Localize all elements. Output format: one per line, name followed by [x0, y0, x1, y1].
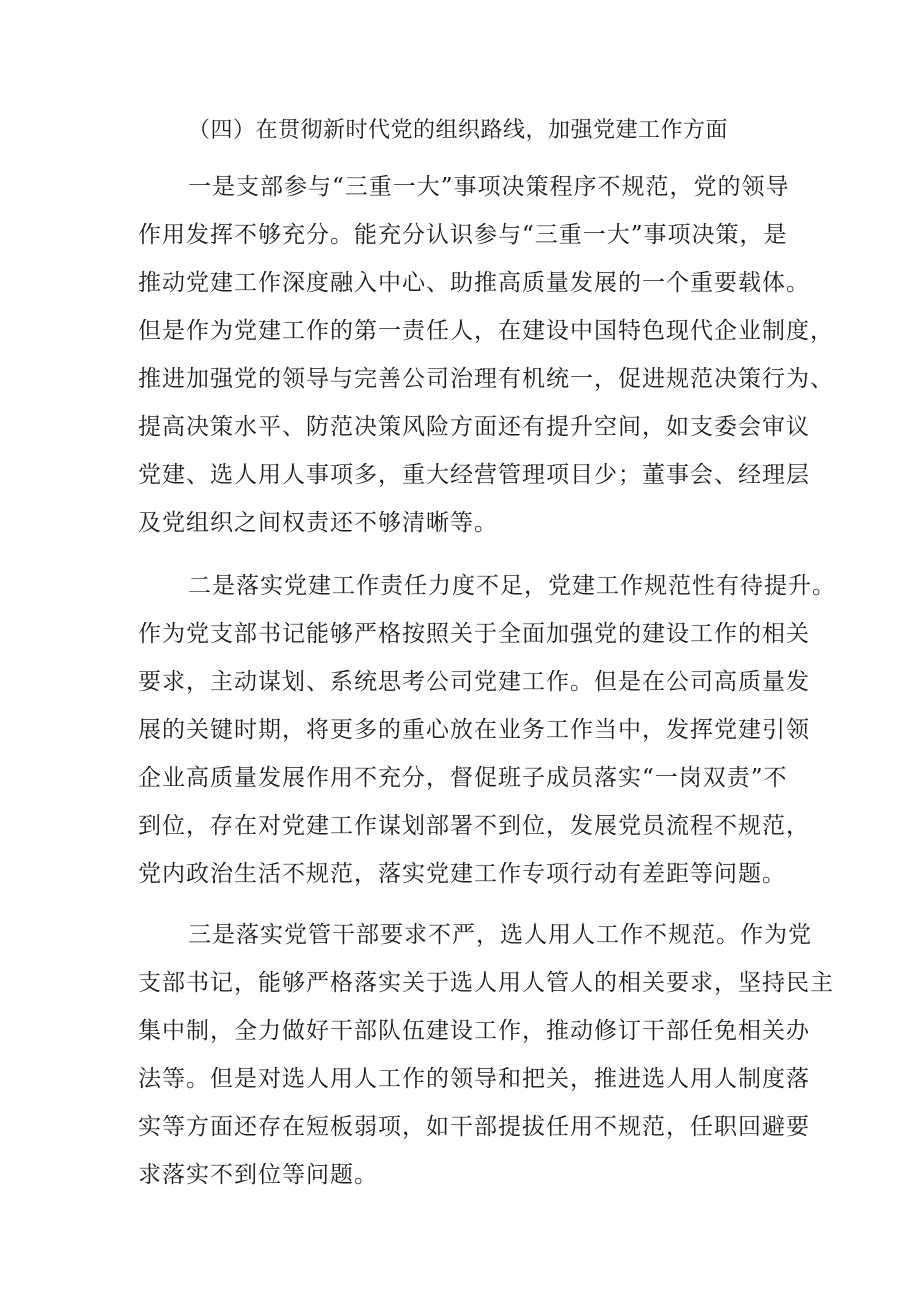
- paragraph-line: 但是作为党建工作的第一责任人，在建设中国特色现代企业制度，: [138, 318, 834, 344]
- paragraph-line: 作为党支部书记能够严格按照关于全面加强党的建设工作的相关: [138, 621, 810, 647]
- section-heading: （四）在贯彻新时代党的组织路线，加强党建工作方面: [188, 118, 729, 143]
- paragraph-line: 提高决策水平、防范决策风险方面还有提升空间，如支委会审议: [138, 414, 810, 440]
- paragraph-2: [138, 562, 836, 898]
- paragraph-line: 法等。但是对选人用人工作的领导和把关，推进选人用人制度落: [138, 1066, 810, 1092]
- paragraph-line: 一是支部参与“三重一大”事项决策程序不规范，党的领导: [188, 174, 790, 200]
- paragraph-line: 推动党建工作深度融入中心、助推高质量发展的一个重要载体。: [138, 270, 810, 296]
- paragraph-3: [138, 911, 834, 1199]
- paragraph-line: 实等方面还存在短板弱项，如干部提拔任用不规范，任职回避要: [138, 1114, 810, 1140]
- paragraph-line: 及党组织之间权责还不够清晰等。: [138, 510, 498, 536]
- paragraph-1: [138, 163, 834, 547]
- paragraph-line: 集中制，全力做好干部队伍建设工作，推动修订干部任免相关办: [138, 1018, 810, 1044]
- paragraph-line: 展的关键时期，将更多的重心放在业务工作当中，发挥党建引领: [138, 717, 810, 743]
- paragraph-line: 企业高质量发展作用不充分，督促班子成员落实“一岗双责”不: [138, 765, 788, 791]
- paragraph-line: 到位，存在对党建工作谋划部署不到位，发展党员流程不规范，: [138, 813, 810, 839]
- paragraph-line: 推进加强党的领导与完善公司治理有机统一，促进规范决策行为、: [138, 366, 834, 392]
- paragraph-line: 二是落实党建工作责任力度不足，党建工作规范性有待提升。: [188, 573, 836, 599]
- paragraph-line: 作用发挥不够充分。能充分认识参与“三重一大”事项决策，是: [138, 222, 788, 248]
- paragraph-line: 三是落实党管干部要求不严，选人用人工作不规范。作为党: [188, 922, 812, 948]
- paragraph-line: 求落实不到位等问题。: [138, 1162, 378, 1188]
- paragraph-line: 党内政治生活不规范，落实党建工作专项行动有差距等问题。: [138, 861, 786, 887]
- paragraph-line: 党建、选人用人事项多，重大经营管理项目少；董事会、经理层: [138, 462, 810, 488]
- paragraph-line: 支部书记，能够严格落实关于选人用人管人的相关要求，坚持民主: [138, 970, 834, 996]
- paragraph-line: 要求，主动谋划、系统思考公司党建工作。但是在公司高质量发: [138, 669, 810, 695]
